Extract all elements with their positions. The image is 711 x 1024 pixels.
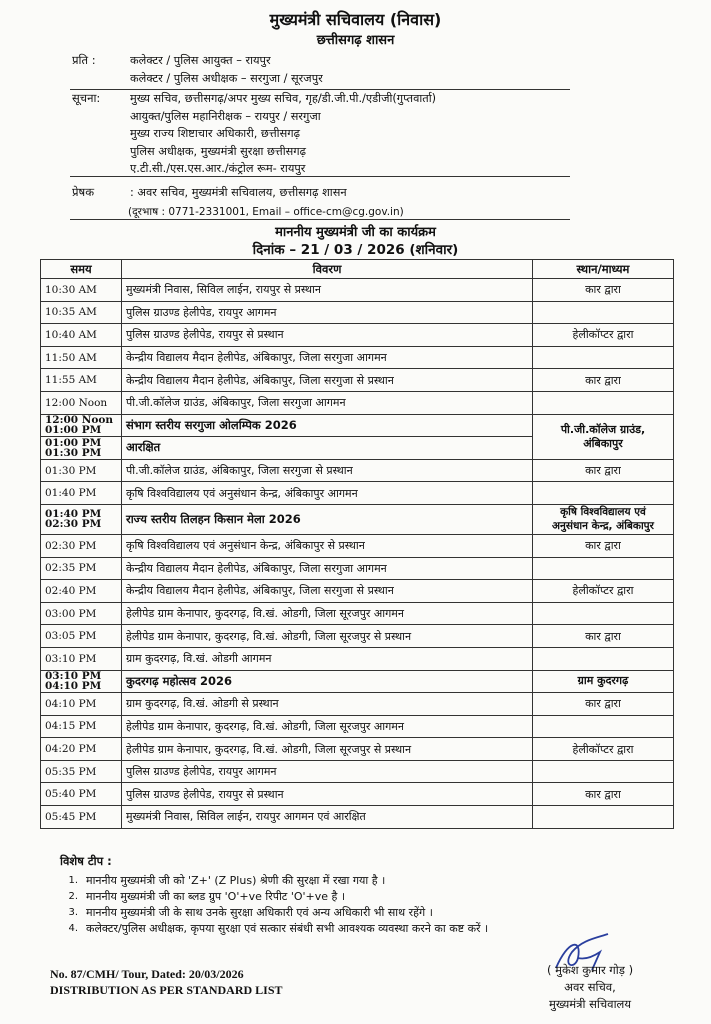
desc-cell: पी.जी.कॉलेज ग्राउंड, अंबिकापुर, जिला सरगुजा आगमन	[122, 391, 533, 414]
mode-cell	[533, 557, 674, 580]
mode-line: पी.जी.कॉलेज ग्राउंड,	[560, 422, 646, 436]
note-item: 1. माननीय मुख्यमंत्री जी को 'Z+' (Z Plus) श्रेणी की सुरक्षा में रखा गया है ।	[68, 874, 386, 887]
desc-cell: कृषि विश्वविद्यालय एवं अनुसंधान केन्द्र, अंबिकापुर आगमन	[122, 482, 533, 505]
mode-line: अंबिकापुर	[583, 436, 623, 450]
table-row	[41, 738, 674, 761]
desc-cell: पुलिस ग्राउण्ड हेलीपेड, रायपुर आगमन	[122, 301, 533, 324]
table-row	[41, 279, 674, 302]
time-cell: 04:10 PM	[41, 693, 122, 716]
note-item: 4. कलेक्टर/पुलिस अधीक्षक, कृपया सुरक्षा एवं सत्कार संबंधी सभी आवश्यक व्यवस्था करने का कष्ट करें ।	[68, 922, 489, 935]
preshak-line: : अवर सचिव, मुख्यमंत्री सचिवालय, छत्तीसगढ़ शासन	[130, 185, 347, 199]
time-cell: 12:00 Noon	[41, 391, 122, 414]
mode-cell: कार द्वारा	[533, 625, 674, 648]
time-cell: 03:05 PM	[41, 625, 122, 648]
desc-cell: संभाग स्तरीय सरगुजा ओलम्पिक 2026	[122, 414, 533, 437]
mode-cell	[533, 602, 674, 625]
mode-cell	[533, 715, 674, 738]
note-item: 2. माननीय मुख्यमंत्री जी का ब्लड ग्रुप 'O'+ve रिपीट 'O'+ve है ।	[68, 890, 346, 903]
mode-cell	[533, 391, 674, 414]
suchna-line: ए.टी.सी./एस.एस.आर./कंट्रोल रूम- रायपुर	[130, 162, 306, 175]
signatory-office: मुख्यमंत्री सचिवालय	[548, 997, 632, 1011]
signatory-name: ( मुकेश कुमार गोड़ )	[546, 963, 634, 977]
table-row	[41, 647, 674, 670]
time-cell: 10:40 AM	[41, 324, 122, 347]
table-row	[41, 693, 674, 716]
mode-cell	[533, 414, 674, 459]
mode-cell: कार द्वारा	[533, 369, 674, 392]
divider	[70, 219, 570, 220]
table-row	[41, 602, 674, 625]
desc-cell: ग्राम कुदरगढ़, वि.खं. ओडगी आगमन	[122, 647, 533, 670]
prati-label: प्रति :	[72, 53, 96, 67]
table-row	[41, 534, 674, 557]
signatory-designation: अवर सचिव,	[564, 980, 616, 994]
time-cell: 02:30 PM	[41, 534, 122, 557]
table-row	[41, 783, 674, 806]
mode-cell	[533, 504, 674, 534]
desc-cell: मुख्यमंत्री निवास, सिविल लाईन, रायपुर से प्रस्थान	[122, 279, 533, 302]
time-start: 03:10 PM	[45, 670, 102, 683]
time-cell: 05:40 PM	[41, 783, 122, 806]
table-row	[41, 625, 674, 648]
time-cell: 05:35 PM	[41, 760, 122, 783]
mode-cell	[533, 647, 674, 670]
header-place-mode: स्थान/माध्यम	[533, 260, 674, 279]
notes-heading: विशेष टीप :	[60, 854, 112, 868]
mode-cell: हेलीकॉप्टर द्वारा	[533, 738, 674, 761]
prati-line: कलेक्टर / पुलिस अधीक्षक – सरगुजा / सूरजपुर	[130, 71, 323, 85]
table-row	[41, 504, 674, 534]
time-cell: 11:55 AM	[41, 369, 122, 392]
table-row	[41, 301, 674, 324]
time-end: 01:30 PM	[45, 446, 102, 459]
note-text: कलेक्टर/पुलिस अधीक्षक, कृपया सुरक्षा एवं सत्कार संबंधी सभी आवश्यक व्यवस्था करने का कष्ट करें ।	[86, 922, 489, 935]
time-cell: 01:40 PM	[41, 482, 122, 505]
time-cell: 10:30 AM	[41, 279, 122, 302]
table-row	[41, 459, 674, 482]
page-title: मुख्यमंत्री सचिवालय (निवास)	[269, 10, 442, 29]
time-cell	[41, 670, 122, 693]
suchna-line: पुलिस अधीक्षक, मुख्यमंत्री सुरक्षा छत्तीसगढ़	[130, 144, 306, 158]
table-row	[41, 580, 674, 603]
desc-cell: हेलीपेड ग्राम केनापार, कुदरगढ़, वि.खं. ओडगी, जिला सूरजपुर से प्रस्थान	[122, 738, 533, 761]
mode-cell	[533, 346, 674, 369]
mode-cell	[533, 482, 674, 505]
address-block	[72, 52, 572, 222]
desc-cell: हेलीपेड ग्राम केनापार, कुदरगढ़, वि.खं. ओडगी, जिला सूरजपुर से प्रस्थान	[122, 625, 533, 648]
reference-number: No. 87/CMH/ Tour, Dated: 20/03/2026	[50, 967, 244, 981]
mode-cell: कार द्वारा	[533, 693, 674, 716]
desc-cell: आरक्षित	[122, 437, 533, 460]
program-title: माननीय मुख्यमंत्री जी का कार्यक्रम	[275, 225, 436, 240]
time-cell: 02:40 PM	[41, 580, 122, 603]
table-row	[41, 806, 674, 829]
table-row	[41, 715, 674, 738]
distribution-line: DISTRIBUTION AS PER STANDARD LIST	[50, 983, 283, 997]
desc-cell: मुख्यमंत्री निवास, सिविल लाईन, रायपुर आगमन एवं आरक्षित	[122, 806, 533, 829]
suchna-line: आयुक्त/पुलिस महानिरीक्षक – रायपुर / सरगुजा	[130, 109, 321, 123]
table-row	[41, 391, 674, 414]
desc-cell: कुदरगढ़ महोत्सव 2026	[122, 670, 533, 693]
reference-block	[50, 966, 283, 998]
time-cell: 05:45 PM	[41, 806, 122, 829]
program-date: दिनांक – 21 / 03 / 2026 (शनिवार)	[252, 242, 459, 258]
prati-line: कलेक्टर / पुलिस आयुक्त – रायपुर	[130, 54, 271, 67]
mode-line: अनुसंधान केन्द्र, अंबिकापुर	[552, 520, 654, 533]
page-subtitle: छत्तीसगढ़ शासन	[316, 33, 395, 48]
time-cell: 04:15 PM	[41, 715, 122, 738]
time-cell: 11:50 AM	[41, 346, 122, 369]
header-time: समय	[41, 260, 122, 279]
mode-cell: हेलीकॉप्टर द्वारा	[533, 580, 674, 603]
desc-cell: पुलिस ग्राउण्ड हेलीपेड, रायपुर से प्रस्थान	[122, 324, 533, 347]
mode-cell	[533, 760, 674, 783]
desc-cell: केन्द्रीय विद्यालय मैदान हेलीपेड, अंबिकापुर, जिला सरगुजा से प्रस्थान	[122, 580, 533, 603]
time-cell: 10:35 AM	[41, 301, 122, 324]
time-cell: 02:35 PM	[41, 557, 122, 580]
desc-cell: हेलीपेड ग्राम केनापार, कुदरगढ़, वि.खं. ओडगी, जिला सूरजपुर आगमन	[122, 715, 533, 738]
desc-cell: पुलिस ग्राउण्ड हेलीपेड, रायपुर आगमन	[122, 760, 533, 783]
desc-cell: कृषि विश्वविद्यालय एवं अनुसंधान केन्द्र, अंबिकापुर से प्रस्थान	[122, 534, 533, 557]
table-row	[41, 346, 674, 369]
note-text: माननीय मुख्यमंत्री जी का ब्लड ग्रुप 'O'+ve रिपीट 'O'+ve है ।	[86, 890, 346, 903]
note-item: 3. माननीय मुख्यमंत्री जी के साथ उनके सुरक्षा अधिकारी एवं अन्य अधिकारी भी साथ रहेंगे ।	[68, 906, 433, 919]
mode-cell	[533, 301, 674, 324]
divider	[70, 176, 570, 177]
mode-cell: ग्राम कुदरगढ़	[533, 670, 674, 693]
suchna-line: मुख्य राज्य शिष्टाचार अधिकारी, छत्तीसगढ़	[130, 127, 300, 140]
header-description: विवरण	[122, 260, 533, 279]
time-cell: 03:10 PM	[41, 647, 122, 670]
desc-cell: पी.जी.कॉलेज ग्राउंड, अंबिकापुर, जिला सरगुजा से प्रस्थान	[122, 459, 533, 482]
note-text: माननीय मुख्यमंत्री जी के साथ उनके सुरक्षा अधिकारी एवं अन्य अधिकारी भी साथ रहेंगे ।	[86, 906, 433, 919]
time-cell	[41, 437, 122, 460]
schedule-table	[40, 259, 674, 829]
time-start: 01:40 PM	[45, 508, 102, 521]
mode-cell: कार द्वारा	[533, 783, 674, 806]
mode-cell: कार द्वारा	[533, 459, 674, 482]
suchna-label: सूचना:	[72, 91, 101, 105]
desc-cell: केन्द्रीय विद्यालय मैदान हेलीपेड, अंबिकापुर, जिला सरगुजा आगमन	[122, 346, 533, 369]
table-row	[41, 557, 674, 580]
time-end: 02:30 PM	[45, 518, 102, 531]
time-cell: 03:00 PM	[41, 602, 122, 625]
table-row	[41, 369, 674, 392]
desc-cell: ग्राम कुदरगढ़, वि.खं. ओडगी से प्रस्थान	[122, 693, 533, 716]
table-row	[41, 760, 674, 783]
divider	[70, 89, 570, 90]
table-row	[41, 324, 674, 347]
table-header-row	[41, 260, 674, 279]
mode-cell: कार द्वारा	[533, 534, 674, 557]
signature-block	[510, 962, 670, 1013]
desc-cell: हेलीपेड ग्राम केनापार, कुदरगढ़, वि.खं. ओडगी, जिला सूरजपुर आगमन	[122, 602, 533, 625]
table-row	[41, 414, 674, 437]
time-cell: 04:20 PM	[41, 738, 122, 761]
time-cell: 01:30 PM	[41, 459, 122, 482]
time-cell	[41, 504, 122, 534]
desc-cell: पुलिस ग्राउण्ड हेलीपेड, रायपुर से प्रस्थान	[122, 783, 533, 806]
table-row	[41, 482, 674, 505]
mode-line: कृषि विश्वविद्यालय एवं	[560, 506, 646, 519]
time-start: 12:00 Noon	[45, 414, 113, 427]
mode-cell: कार द्वारा	[533, 279, 674, 302]
desc-cell: राज्य स्तरीय तिलहन किसान मेला 2026	[122, 504, 533, 534]
contact-line: (दूरभाष : 0771-2331001, Email – office-cm@cg.gov.in)	[128, 206, 404, 218]
time-cell	[41, 414, 122, 437]
mode-cell	[533, 806, 674, 829]
mode-cell: हेलीकॉप्टर द्वारा	[533, 324, 674, 347]
note-text: माननीय मुख्यमंत्री जी को 'Z+' (Z Plus) श्रेणी की सुरक्षा में रखा गया है ।	[86, 874, 386, 887]
time-end: 01:00 PM	[45, 424, 102, 437]
preshak-label: प्रेषक	[72, 184, 95, 199]
time-end: 04:10 PM	[45, 680, 102, 693]
desc-cell: केन्द्रीय विद्यालय मैदान हेलीपेड, अंबिकापुर, जिला सरगुजा आगमन	[122, 557, 533, 580]
special-notes	[60, 854, 680, 937]
time-start: 01:00 PM	[45, 436, 102, 449]
table-row	[41, 670, 674, 693]
desc-cell: केन्द्रीय विद्यालय मैदान हेलीपेड, अंबिकापुर, जिला सरगुजा से प्रस्थान	[122, 369, 533, 392]
suchna-line: मुख्य सचिव, छत्तीसगढ़/अपर मुख्य सचिव, गृह/डी.जी.पी./एडीजी(गुप्तवार्ता)	[130, 92, 437, 105]
